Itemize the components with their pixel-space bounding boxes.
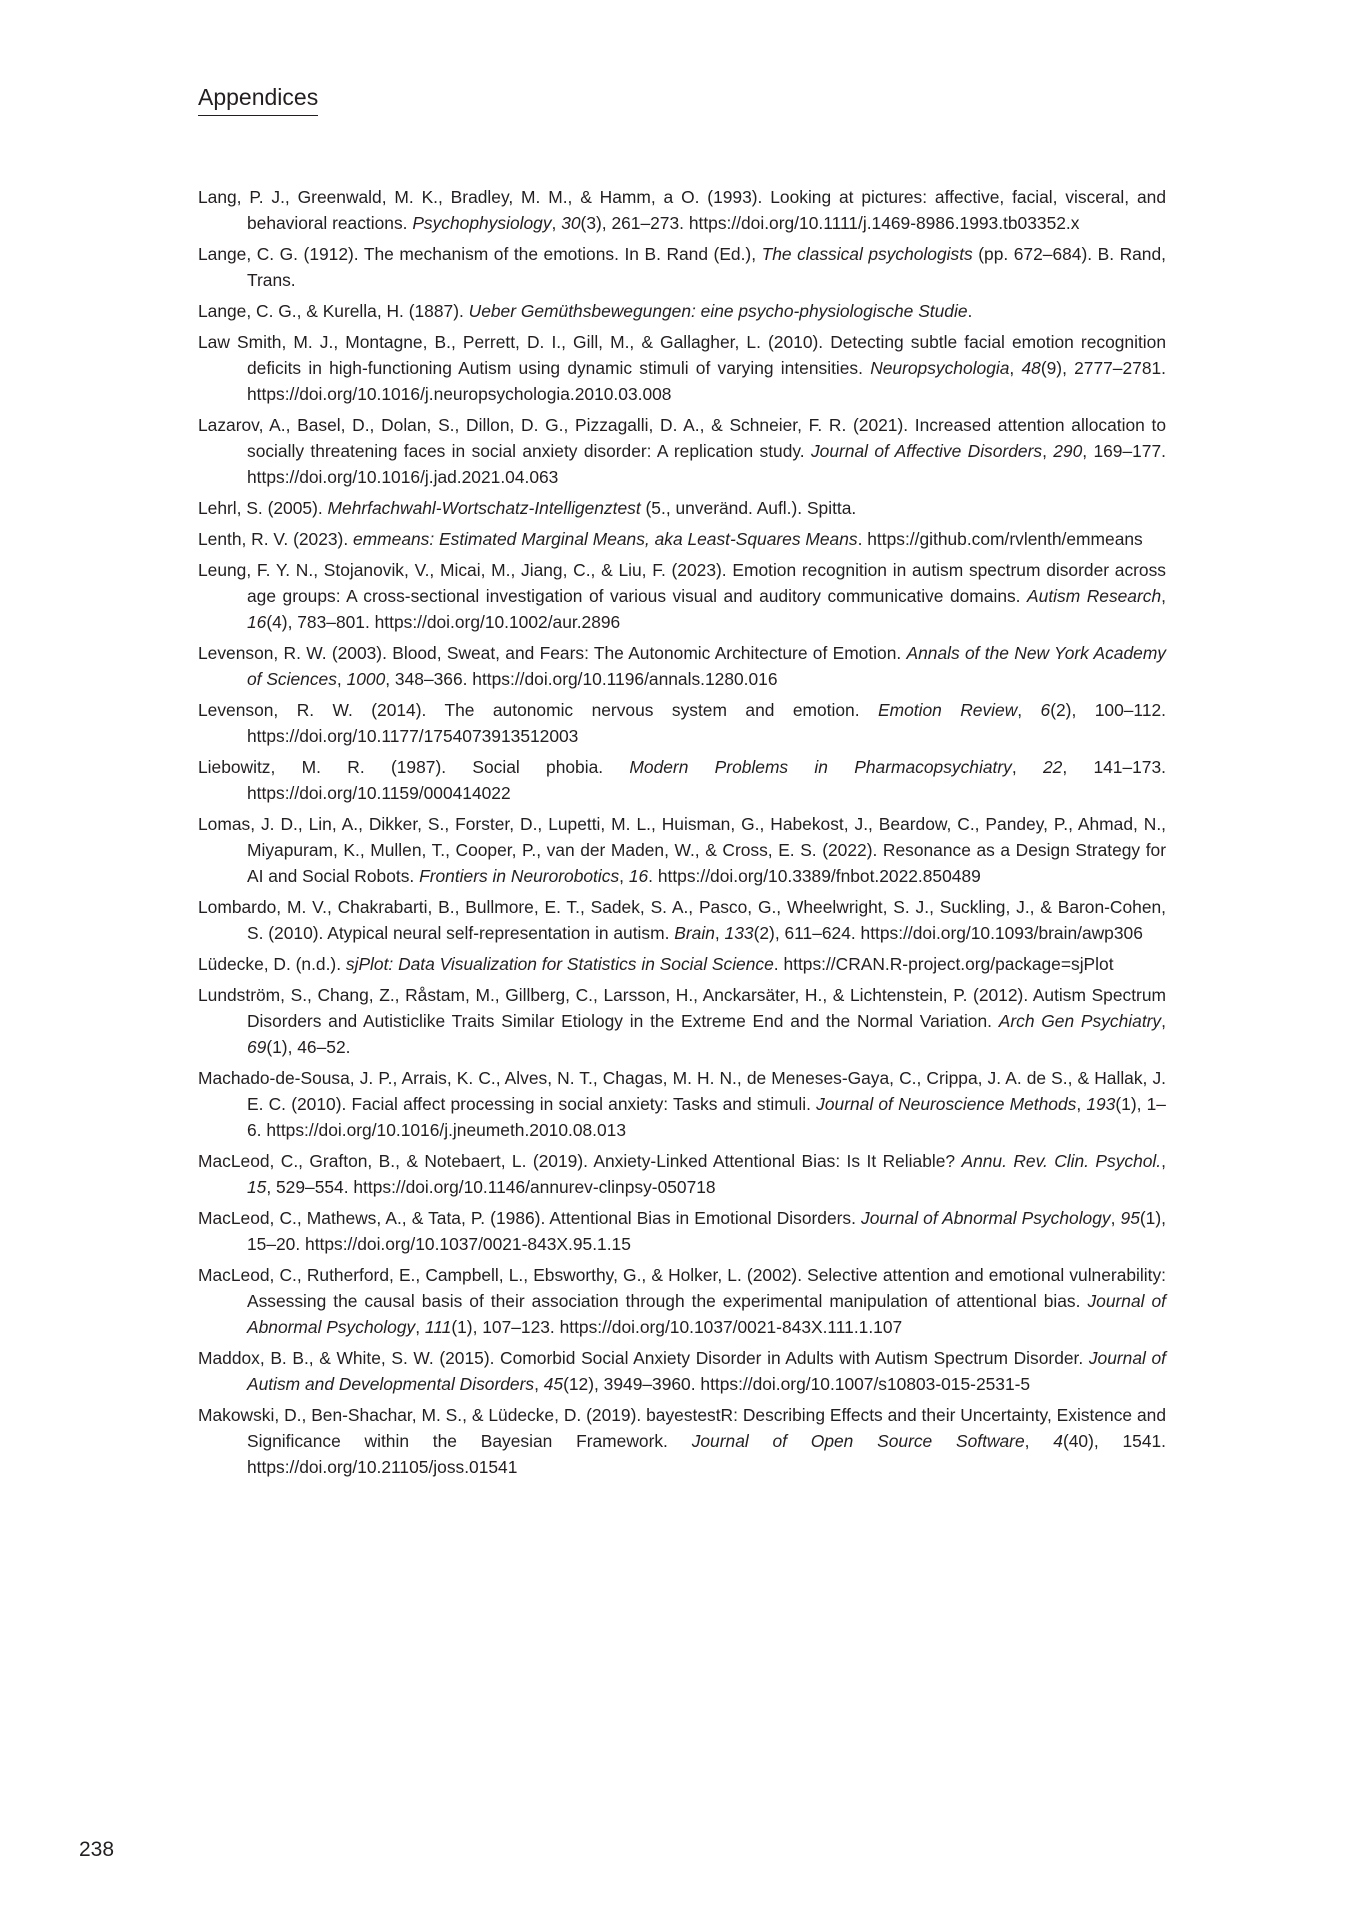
reference-text-segment: Lange, C. G. (1912). The mechanism of the emotions. In B. Rand (Ed.), [198, 244, 762, 264]
reference-italic-segment: Autism Research [1027, 586, 1162, 606]
reference-entry [198, 412, 1166, 490]
reference-text-segment: , [1161, 586, 1166, 606]
reference-text-segment: , 529–554. https://doi.org/10.1146/annurev-clinpsy-050718 [266, 1177, 716, 1197]
reference-entry [198, 982, 1166, 1060]
reference-text-segment: . [967, 301, 973, 321]
running-header: Appendices [198, 82, 318, 116]
reference-entry [198, 1402, 1166, 1480]
reference-text-segment: (12), 3949–3960. https://doi.org/10.1007/s10803-015-2531-5 [563, 1374, 1031, 1394]
reference-text-segment: Levenson, R. W. (2003). Blood, Sweat, and Fears: The Autonomic Architecture of Emotion. [198, 643, 907, 663]
reference-text-segment: MacLeod, C., Rutherford, E., Campbell, L., Ebsworthy, G., & Holker, L. (2002). Selective attention and emotional vulnerability: Assessing the causal basis of their association through the experimental manipulation of attentional bias. [198, 1265, 1166, 1311]
reference-entry [198, 1148, 1166, 1200]
reference-italic-segment: 111 [424, 1317, 452, 1337]
reference-text-segment: , [415, 1317, 425, 1337]
reference-italic-segment: emmeans: Estimated Marginal Means, aka Least-Squares Means [353, 529, 858, 549]
reference-text-segment: , [1110, 1208, 1121, 1228]
reference-text-segment: (2), 100–112. https://doi.org/10.1177/1754073913512003 [247, 700, 1166, 746]
reference-italic-segment: 290 [1053, 441, 1083, 461]
reference-text-segment: (pp. 672–684). B. Rand, Trans. [247, 244, 1166, 290]
reference-italic-segment: Psychophysiology [412, 213, 552, 233]
reference-list [198, 184, 1166, 1485]
reference-italic-segment: 22 [1042, 757, 1063, 777]
reference-italic-segment: Arch Gen Psychiatry [998, 1011, 1162, 1031]
reference-italic-segment: Neuropsychologia [870, 358, 1010, 378]
reference-text-segment: Levenson, R. W. (2014). The autonomic nervous system and emotion. [198, 700, 878, 720]
reference-text-segment: Lomas, J. D., Lin, A., Dikker, S., Forster, D., Lupetti, M. L., Huisman, G., Habekost, J., Beardow, C., Pandey, P., Ahmad, N., Miyapuram, K., Mullen, T., Cooper, P., van der Maden, W., & Cross, E. S. (2022). Resonance as a Design Strategy for AI and Social Robots. [198, 814, 1166, 886]
reference-italic-segment: 48 [1021, 358, 1041, 378]
reference-text-segment: Lenth, R. V. (2023). [198, 529, 354, 549]
reference-text-segment: , [551, 213, 562, 233]
reference-italic-segment: 133 [724, 923, 754, 943]
reference-text-segment: , [1161, 1011, 1166, 1031]
reference-italic-segment: Journal of Neuroscience Methods [816, 1094, 1077, 1114]
reference-text-segment: Law Smith, M. J., Montagne, B., Perrett, D. I., Gill, M., & Gallagher, L. (2010). Detecting subtle facial emotion recognition deficits in high-functioning Autism using dynamic stimuli of varying intensities. [198, 332, 1166, 378]
reference-text-segment: . https://doi.org/10.3389/fnbot.2022.850489 [648, 866, 981, 886]
reference-italic-segment: 95 [1120, 1208, 1140, 1228]
reference-text-segment: , 169–177. https://doi.org/10.1016/j.jad.2021.04.063 [247, 441, 1166, 487]
reference-entry [198, 951, 1166, 977]
reference-italic-segment: Journal of Open Source Software [691, 1431, 1025, 1451]
reference-text-segment: (9), 2777–2781. https://doi.org/10.1016/j.neuropsychologia.2010.03.008 [247, 358, 1166, 404]
reference-entry [198, 526, 1166, 552]
reference-text-segment: Lazarov, A., Basel, D., Dolan, S., Dillon, D. G., Pizzagalli, D. A., & Schneier, F. R. (2021). Increased attention allocation to socially threatening faces in social anxiety disorder: A replication study. [198, 415, 1166, 461]
reference-text-segment: Liebowitz, M. R. (1987). Social phobia. [198, 757, 630, 777]
reference-italic-segment: sjPlot: Data Visualization for Statistics in Social Science [345, 954, 774, 974]
reference-text-segment: , [1076, 1094, 1087, 1114]
reference-text-segment: (1), 107–123. https://doi.org/10.1037/0021-843X.111.1.107 [451, 1317, 903, 1337]
reference-text-segment: (1), 46–52. [266, 1037, 351, 1057]
reference-text-segment: Makowski, D., Ben-Shachar, M. S., & Lüdecke, D. (2019). bayestestR: Describing Effects and their Uncertainty, Existence and Significance within the Bayesian Framework. [198, 1405, 1166, 1451]
page-number: 238 [79, 1838, 115, 1861]
reference-italic-segment: 4 [1053, 1431, 1063, 1451]
reference-italic-segment: 69 [247, 1037, 267, 1057]
reference-text-segment: Maddox, B. B., & White, S. W. (2015). Comorbid Social Anxiety Disorder in Adults with Autism Spectrum Disorder. [198, 1348, 1089, 1368]
reference-entry [198, 811, 1166, 889]
reference-text-segment: , [1042, 441, 1054, 461]
reference-italic-segment: 30 [561, 213, 581, 233]
reference-text-segment: , [619, 866, 629, 886]
reference-text-segment: (3), 261–273. https://doi.org/10.1111/j.1469-8986.1993.tb03352.x [580, 213, 1080, 233]
reference-italic-segment: 16 [247, 612, 267, 632]
reference-italic-segment: The classical psychologists [761, 244, 973, 264]
reference-italic-segment: 15 [247, 1177, 267, 1197]
reference-text-segment: (5., unveränd. Aufl.). Spitta. [640, 498, 857, 518]
reference-italic-segment: Journal of Autism and Developmental Disorders [247, 1348, 1167, 1394]
reference-entry [198, 640, 1166, 692]
reference-italic-segment: Annu. Rev. Clin. Psychol. [961, 1151, 1162, 1171]
reference-text-segment: (1), 1–6. https://doi.org/10.1016/j.jneumeth.2010.08.013 [247, 1094, 1166, 1140]
reference-entry [198, 1205, 1166, 1257]
reference-entry [198, 1262, 1166, 1340]
reference-text-segment: Lombardo, M. V., Chakrabarti, B., Bullmore, E. T., Sadek, S. A., Pasco, G., Wheelwright, S. J., Suckling, J., & Baron-Cohen, S. (2010). Atypical neural self-representation in autism. [198, 897, 1166, 943]
reference-italic-segment: Annals of the New York Academy of Sciences [247, 643, 1167, 689]
reference-text-segment: Lüdecke, D. (n.d.). [198, 954, 346, 974]
reference-italic-segment: 6 [1040, 700, 1051, 720]
reference-text-segment: , [1017, 700, 1041, 720]
reference-italic-segment: Brain [674, 923, 715, 943]
reference-text-segment: MacLeod, C., Grafton, B., & Notebaert, L. (2019). Anxiety-Linked Attentional Bias: Is It Reliable? [198, 1151, 962, 1171]
reference-text-segment: , [336, 669, 347, 689]
reference-text-segment: (1), 15–20. https://doi.org/10.1037/0021-843X.95.1.15 [247, 1208, 1166, 1254]
reference-text-segment: . https://CRAN.R-project.org/package=sjPlot [773, 954, 1114, 974]
reference-text-segment: MacLeod, C., Mathews, A., & Tata, P. (1986). Attentional Bias in Emotional Disorders. [198, 1208, 862, 1228]
reference-entry [198, 557, 1166, 635]
reference-italic-segment: Journal of Affective Disorders [810, 441, 1043, 461]
reference-italic-segment: Frontiers in Neurorobotics [419, 866, 620, 886]
reference-entry [198, 1065, 1166, 1143]
reference-text-segment: (4), 783–801. https://doi.org/10.1002/aur.2896 [266, 612, 621, 632]
reference-text-segment: , [534, 1374, 544, 1394]
reference-italic-segment: 1000 [346, 669, 386, 689]
reference-entry [198, 495, 1166, 521]
reference-entry [198, 894, 1166, 946]
reference-italic-segment: Mehrfachwahl-Wortschatz-Intelligenztest [327, 498, 641, 518]
reference-text-segment: , [1011, 757, 1043, 777]
reference-italic-segment: Modern Problems in Pharmacopsychiatry [629, 757, 1012, 777]
reference-text-segment: Lange, C. G., & Kurella, H. (1887). [198, 301, 469, 321]
reference-text-segment: Lundström, S., Chang, Z., Råstam, M., Gillberg, C., Larsson, H., Anckarsäter, H., & Lichtenstein, P. (2012). Autism Spectrum Disorders and Autisticlike Traits Similar Etiology in the Extreme End and the Normal Variation. [198, 985, 1166, 1031]
reference-text-segment: Lehrl, S. (2005). [198, 498, 328, 518]
reference-entry [198, 184, 1166, 236]
reference-text-segment: . https://github.com/rvlenth/emmeans [857, 529, 1143, 549]
reference-text-segment: , [1161, 1151, 1166, 1171]
reference-entry [198, 1345, 1166, 1397]
reference-italic-segment: Emotion Review [878, 700, 1018, 720]
reference-entry [198, 697, 1166, 749]
reference-text-segment: , [714, 923, 725, 943]
reference-italic-segment: 16 [628, 866, 649, 886]
reference-entry [198, 754, 1166, 806]
reference-text-segment: Lang, P. J., Greenwald, M. K., Bradley, M. M., & Hamm, a O. (1993). Looking at pictures: affective, facial, visceral, and behavioral reactions. [198, 187, 1166, 233]
reference-text-segment: (2), 611–624. https://doi.org/10.1093/brain/awp306 [753, 923, 1143, 943]
reference-text-segment: , [1009, 358, 1022, 378]
reference-entry [198, 298, 1166, 324]
reference-text-segment: , [1024, 1431, 1054, 1451]
reference-entry [198, 329, 1166, 407]
reference-text-segment: , 141–173. https://doi.org/10.1159/000414022 [247, 757, 1166, 803]
reference-italic-segment: Ueber Gemüthsbewegungen: eine psycho-physiologische Studie [468, 301, 968, 321]
reference-italic-segment: Journal of Abnormal Psychology [247, 1291, 1167, 1337]
reference-text-segment: , 348–366. https://doi.org/10.1196/annals.1280.016 [385, 669, 778, 689]
reference-entry [198, 241, 1166, 293]
reference-italic-segment: Journal of Abnormal Psychology [861, 1208, 1111, 1228]
reference-italic-segment: 193 [1086, 1094, 1116, 1114]
reference-text-segment: Leung, F. Y. N., Stojanovik, V., Micai, M., Jiang, C., & Liu, F. (2023). Emotion recognition in autism spectrum disorder across age groups: A cross-sectional investigation of various visual and auditory communicative domains. [198, 560, 1166, 606]
reference-text-segment: Machado-de-Sousa, J. P., Arrais, K. C., Alves, N. T., Chagas, M. H. N., de Meneses-Gaya, C., Crippa, J. A. de S., & Hallak, J. E. C. (2010). Facial affect processing in social anxiety: Tasks and stimuli. [198, 1068, 1166, 1114]
reference-text-segment: (40), 1541. https://doi.org/10.21105/joss.01541 [247, 1431, 1167, 1477]
reference-italic-segment: 45 [543, 1374, 564, 1394]
